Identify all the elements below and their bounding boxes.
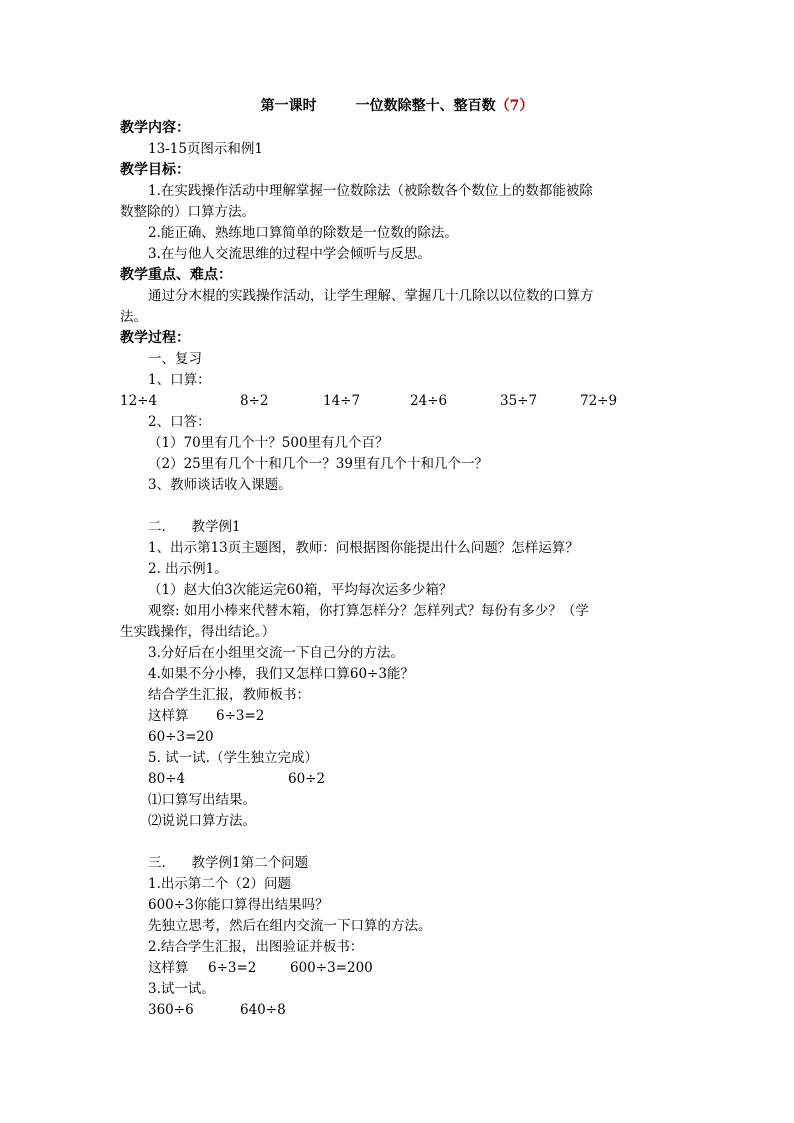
title-number: （7） <box>495 98 534 114</box>
key-line-a: 通过分木棍的实践操作活动，让学生理解、掌握几十几除以以位数的口算方 <box>148 288 594 304</box>
example1-step-2: 2. 出示例1。 <box>148 561 228 577</box>
part2-calc-eq1: 6÷3=2 <box>208 960 257 976</box>
example1-calc-label: 这样算 <box>148 708 189 724</box>
example1-question: （1）赵大伯3次能运完60箱，平均每次运多少箱？ <box>148 582 453 598</box>
example1-step-1: 1、出示第13页主题图，教师：问根据图你能提出什么问题？怎样运算？ <box>148 540 579 556</box>
review-heading: 一、复习 <box>148 351 202 367</box>
content-heading: 教学内容： <box>120 120 190 136</box>
problem-5: 35÷7 <box>500 393 538 409</box>
example1-try-b: ⑵说说口算方法。 <box>148 813 256 829</box>
review-question-2: （2）25里有几个十和几个一？39里有几个十和几个一？ <box>148 456 488 472</box>
process-heading: 教学过程： <box>120 330 190 346</box>
problem-6: 72÷9 <box>580 393 618 409</box>
content-text: 13-15页图示和例1 <box>148 141 264 157</box>
problem-1: 12÷4 <box>120 393 158 409</box>
problem-3: 14÷7 <box>323 393 361 409</box>
key-line-b: 法。 <box>120 309 147 325</box>
key-heading: 教学重点、难点： <box>120 267 232 283</box>
example1-calc-eq2: 60÷3=20 <box>148 729 214 745</box>
example1-heading: 二. 教学例1 <box>148 519 241 535</box>
example1-try-a: ⑴口算写出结果。 <box>148 792 256 808</box>
goal-1-line-b: 数整除的）口算方法。 <box>120 204 255 220</box>
part2-step-2: 2.结合学生汇报，出图验证并板书： <box>148 939 364 955</box>
example1-calc-eq1: 6÷3=2 <box>216 708 265 724</box>
page-title <box>0 96 794 116</box>
review-oral-answer: 2、口答： <box>148 414 211 430</box>
example1-board-intro: 结合学生汇报，教师板书： <box>148 687 310 703</box>
part2-try-1: 360÷6 <box>148 1002 194 1018</box>
example1-try-2: 60÷2 <box>288 771 326 787</box>
example1-observe-b: 生实践操作，得出结论。） <box>120 624 276 640</box>
goal-3: 3.在与他人交流思维的过程中学会倾听与反思。 <box>148 246 431 262</box>
review-oral-calc: 1、口算： <box>148 372 211 388</box>
example1-step-3: 3.分好后在小组里交流一下自己分的方法。 <box>148 645 404 661</box>
example1-step-4: 4.如果不分小棒，我们又怎样口算60÷3能？ <box>148 666 414 682</box>
example1-part2-heading: 三. 教学例1第二个问题 <box>148 855 309 871</box>
part2-step-1: 1.出示第二个（2）问题 <box>148 876 291 892</box>
goal-1-line-a: 1.在实践操作活动中理解掌握一位数除法（被除数各个数位上的数都能被除 <box>148 183 593 199</box>
part2-try-2: 640÷8 <box>240 1002 286 1018</box>
title-main: 第一课时 一位数除整十、整百数 <box>260 98 496 114</box>
problem-2: 8÷2 <box>240 393 269 409</box>
part2-question: 600÷3你能口算得出结果吗？ <box>148 897 329 913</box>
goals-heading: 教学目标： <box>120 162 190 178</box>
part2-step-3: 3.试一试。 <box>148 981 215 997</box>
example1-observe-a: 观察: 如用小棒来代替木箱，你打算怎样分？怎样列式？每份有多少？（学 <box>148 603 589 619</box>
part2-think: 先独立思考，然后在组内交流一下口算的方法。 <box>148 918 432 934</box>
part2-calc-label: 这样算 <box>148 960 189 976</box>
problem-4: 24÷6 <box>410 393 448 409</box>
review-intro: 3、教师谈话收入课题。 <box>148 477 292 493</box>
review-question-1: （1）70里有几个十？500里有几个百？ <box>148 435 389 451</box>
part2-calc-eq2: 600÷3=200 <box>290 960 373 976</box>
goal-2: 2.能正确、熟练地口算简单的除数是一位数的除法。 <box>148 225 458 241</box>
example1-try-1: 80÷4 <box>148 771 186 787</box>
example1-step-5: 5. 试一试.（学生独立完成） <box>148 750 318 766</box>
